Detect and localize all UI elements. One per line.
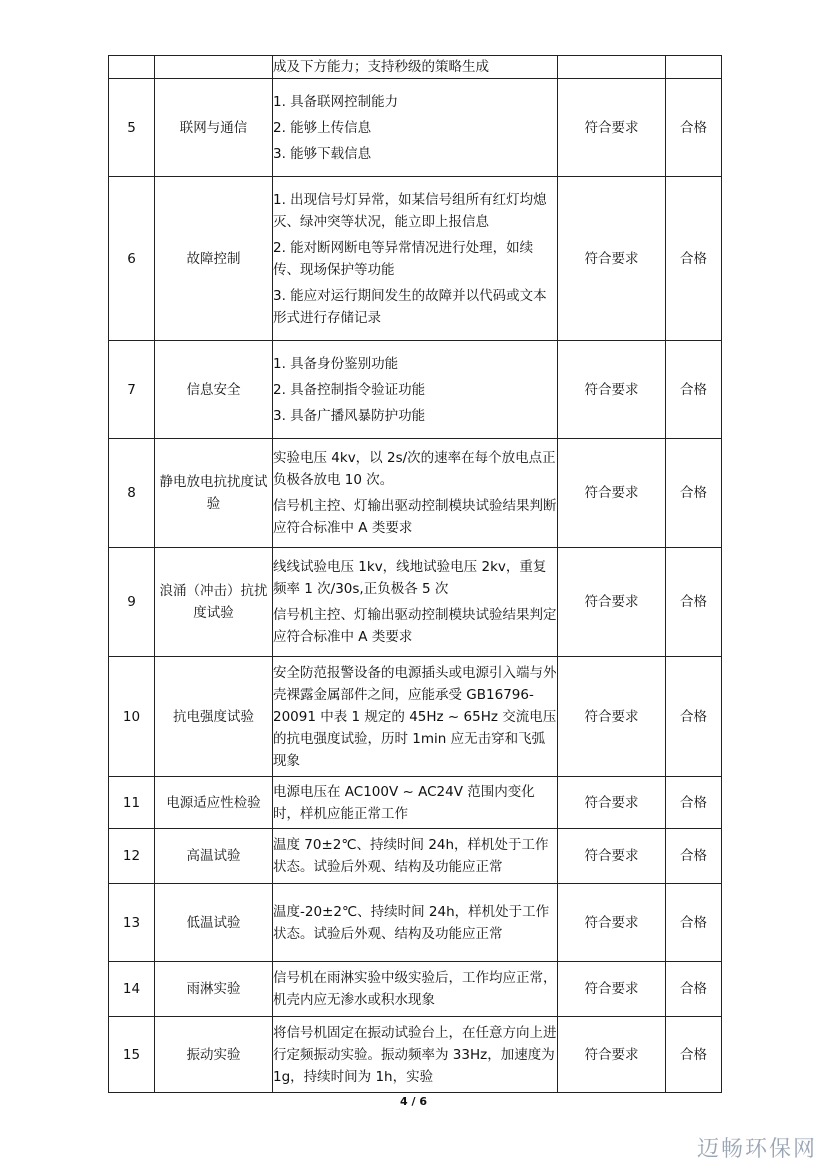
requirement-cell [273,56,558,79]
test-result [558,56,666,79]
table-row [109,56,722,79]
requirement-cell [273,439,558,548]
requirement-text: 1. 具备身份鉴别功能 [273,355,399,372]
verdict: 合格 [666,1017,722,1093]
requirement-cell [273,962,558,1017]
row-number: 9 [109,548,155,657]
requirement-text: 1. 出现信号灯异常，如某信号组所有红灯均熄灭、绿冲突等状况，能立即上报信息 [273,191,547,230]
requirement-cell [273,341,558,439]
table-row [109,829,722,884]
requirement-cell [273,657,558,777]
verdict: 合格 [666,829,722,884]
table-row [109,341,722,439]
requirement-text: 3. 具备广播风暴防护功能 [273,407,426,424]
watermark: 迈畅环保网 [696,1137,817,1162]
table-row [109,1017,722,1093]
requirement-text: 线线试验电压 1kv，线地试验电压 2kv，重复频率 1 次/30s,正负极各 5 次 [273,559,547,597]
test-item: 雨淋实验 [155,962,273,1017]
test-item [155,56,273,79]
verdict: 合格 [666,884,722,962]
requirement-text: 2. 能够上传信息 [273,119,372,136]
row-number: 13 [109,884,155,962]
row-number: 7 [109,341,155,439]
test-item: 电源适应性检验 [155,777,273,829]
requirement-text: 安全防范报警设备的电源插头或电源引入端与外壳裸露金属部件之间，应能承受 GB16796-20091 中表 1 规定的 45Hz ~ 65Hz 交流电压的抗电强度试验，历时 1min 应无击穿和飞弧现象 [273,664,557,769]
test-result: 符合要求 [558,79,666,177]
test-result: 符合要求 [558,439,666,548]
verdict: 合格 [666,657,722,777]
test-result: 符合要求 [558,829,666,884]
test-result: 符合要求 [558,884,666,962]
verdict: 合格 [666,962,722,1017]
table-row [109,884,722,962]
row-number: 15 [109,1017,155,1093]
test-item: 信息安全 [155,341,273,439]
table-row [109,962,722,1017]
test-item: 抗电强度试验 [155,657,273,777]
test-result: 符合要求 [558,657,666,777]
row-number [109,56,155,79]
test-result: 符合要求 [558,962,666,1017]
requirement-text: 温度-20±2℃、持续时间 24h，样机处于工作状态。试验后外观、结构及功能应正常 [273,903,550,942]
requirement-cell [273,884,558,962]
requirement-text: 成及下方能力；支持秒级的策略生成 [273,59,489,75]
requirement-text: 信号机在雨淋实验中级实验后，工作均应正常，机壳内应无渗水或积水现象 [273,970,557,1008]
test-item: 低温试验 [155,884,273,962]
test-item: 静电放电抗扰度试验 [155,439,273,548]
test-result: 符合要求 [558,341,666,439]
requirement-cell [273,1017,558,1093]
requirement-text: 3. 能够下载信息 [273,145,372,162]
test-item: 故障控制 [155,177,273,341]
requirement-cell [273,777,558,829]
test-item: 联网与通信 [155,79,273,177]
test-result: 符合要求 [558,548,666,657]
requirement-text: 信号机主控、灯输出驱动控制模块试验结果判断应符合标准中 A 类要求 [273,498,557,536]
verdict: 合格 [666,177,722,341]
table-row [109,177,722,341]
requirement-cell [273,79,558,177]
verdict: 合格 [666,439,722,548]
verdict: 合格 [666,548,722,657]
requirement-text: 2. 能对断网断电等异常情况进行处理，如续传、现场保护等功能 [273,239,534,278]
test-item: 振动实验 [155,1017,273,1093]
requirement-text: 电源电压在 AC100V ~ AC24V 范围内变化时，样机应能正常工作 [273,783,535,822]
row-number: 11 [109,777,155,829]
requirement-text: 3. 能应对运行期间发生的故障并以代码或文本形式进行存储记录 [273,287,547,326]
requirement-text: 2. 具备控制指令验证功能 [273,381,426,398]
row-number: 6 [109,177,155,341]
test-result: 符合要求 [558,1017,666,1093]
table-row [109,548,722,657]
test-item: 浪涌（冲击）抗扰度试验 [155,548,273,657]
requirement-text: 信号机主控、灯输出驱动控制模块试验结果判定应符合标准中 A 类要求 [273,607,557,645]
row-number: 14 [109,962,155,1017]
row-number: 5 [109,79,155,177]
requirement-text: 1. 具备联网控制能力 [273,93,399,110]
page-number: 4 / 6 [400,1095,427,1108]
test-item: 高温试验 [155,829,273,884]
requirement-text: 实验电压 4kv，以 2s/次的速率在每个放电点正负极各放电 10 次。 [273,450,556,488]
row-number: 10 [109,657,155,777]
requirement-text: 将信号机固定在振动试验台上，在任意方向上进行定频振动实验。振动频率为 33Hz，加速度为 1g，持续时间为 1h，实验 [273,1024,557,1085]
test-results-table [108,55,722,1093]
row-number: 8 [109,439,155,548]
test-result: 符合要求 [558,177,666,341]
verdict [666,56,722,79]
verdict: 合格 [666,777,722,829]
requirement-cell [273,829,558,884]
requirement-cell [273,548,558,657]
requirement-cell [273,177,558,341]
table-row [109,439,722,548]
verdict: 合格 [666,79,722,177]
table-row [109,657,722,777]
table-row [109,777,722,829]
row-number: 12 [109,829,155,884]
verdict: 合格 [666,341,722,439]
table-row [109,79,722,177]
test-result: 符合要求 [558,777,666,829]
requirement-text: 温度 70±2℃、持续时间 24h，样机处于工作状态。试验后外观、结构及功能应正常 [273,837,549,875]
